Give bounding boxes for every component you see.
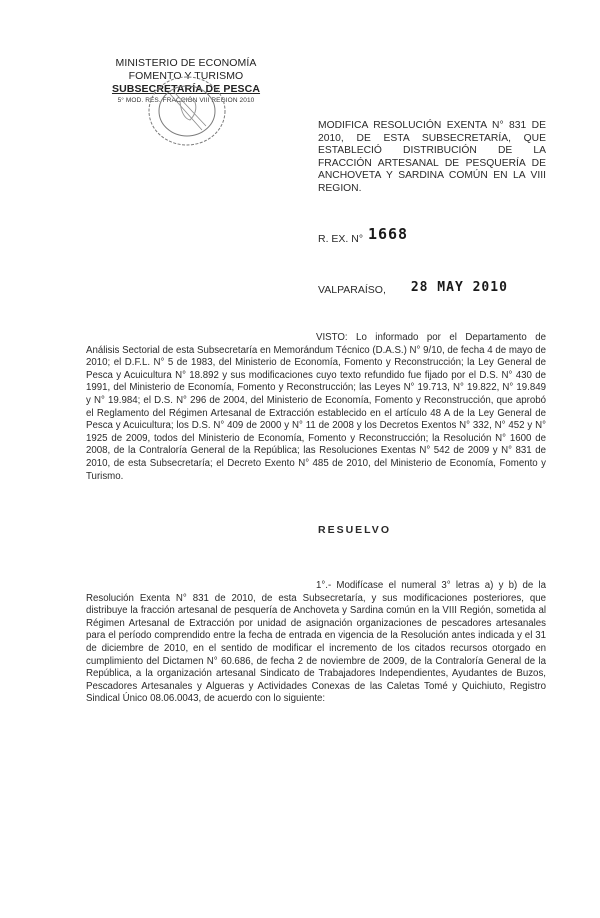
document-reference: 5° MOD. RES. FRACCIÓN VIII REGION 2010	[117, 97, 255, 104]
resolution-label: R. EX. N°	[318, 233, 364, 245]
official-stamp-icon	[140, 72, 234, 150]
ministry-name: MINISTERIO DE ECONOMÍA	[115, 57, 257, 69]
resolution-number-line	[318, 225, 409, 246]
place: VALPARAÍSO,	[318, 284, 386, 296]
resolution-number: 1668	[367, 225, 409, 243]
visto-paragraph: VISTO: Lo informado por el Departamento de Análisis Sectorial de esta Subsecretaría en Memorándum Técnico (D.A.S.) N° 9/10, de fecha 4 de mayo de 2010; el D.F.L. N° 5 de 1983, del Ministerio de Economía, Fomento y Reconstrucción; la Ley General de Pesca y Acuicultura N° 18.892 y sus modificaciones cuyo texto refundido fue fijado por el D.S. N° 430 de 1991, del Ministerio de Economía, Fomento y Reconstrucción; las Leyes N° 19.713, N° 19.822, N° 19.849 y N° 19.984; el D.S. N° 296 de 2004, del Ministerio de Economía, Fomento y Reconstrucción, que aprobó el Reglamento del Régimen Artesanal de Extracción establecido en el artículo 48 A de la Ley General de Pesca y Acuicultura; los D.S. N° 409 de 2000 y N° 11 de 2008 y los Decretos Exentos N° 332, N° 452 y N° 1925 de 2009, todos del Ministerio de Economía, Fomento y Reconstrucción; la Resolución N° 1600 de 2008, de la Contraloría General de la República; las Resoluciones Exentas N° 542 de 2009 y N° 831 de 2010, de esta Subsecretaría; el Decreto Exento N° 485 de 2010, del Ministerio de Economía, Fomento y Turismo.	[86, 332, 546, 482]
resuelvo-heading: RESUELVO	[318, 524, 391, 536]
undersecretariat-name: SUBSECRETARÍA DE PESCA	[111, 83, 261, 95]
ministry-subtitle: FOMENTO Y TURISMO	[128, 70, 244, 82]
resolution-subject: MODIFICA RESOLUCIÓN EXENTA N° 831 DE 2010, DE ESTA SUBSECRETARÍA, QUE ESTABLECIÓ DISTRIBUCIÓN DE LA FRACCIÓN ARTESANAL DE PESQUERÍA DE ANCHOVETA Y SARDINA COMÚN EN LA VIII REGION.	[318, 120, 546, 194]
date-stamp: 28 MAY 2010	[410, 280, 508, 295]
place-date-line	[318, 282, 508, 297]
article-1-paragraph: 1°.- Modifícase el numeral 3° letras a) y b) de la Resolución Exenta N° 831 de 2010, de esta Subsecretaría, y sus modificaciones posteriores, que distribuye la fracción artesanal de pesquería de Anchoveta y Sardina común en la VIII Región, sometida al Régimen Artesanal de Extracción por unidad de asignación organizaciones de pescadores artesanales para el período comprendido entre la fecha de entrada en vigencia de la Resolución antes indicada y el 31 de diciembre de 2010, en el sentido de modificar el incremento de los citados recursos otorgado en cumplimiento del Dictamen N° 60.686, de fecha 2 de noviembre de 2009, de la Contraloría General de la República, a la organización artesanal Sindicato de Trabajadores Independientes, Ayudantes de Buzos, Pescadores Artesanales y Algueras y Actividades Conexas de las Caletas Tomé y Quichiuto, Registro Sindical Único 08.06.0043, de acuerdo con lo siguiente:	[86, 580, 546, 705]
